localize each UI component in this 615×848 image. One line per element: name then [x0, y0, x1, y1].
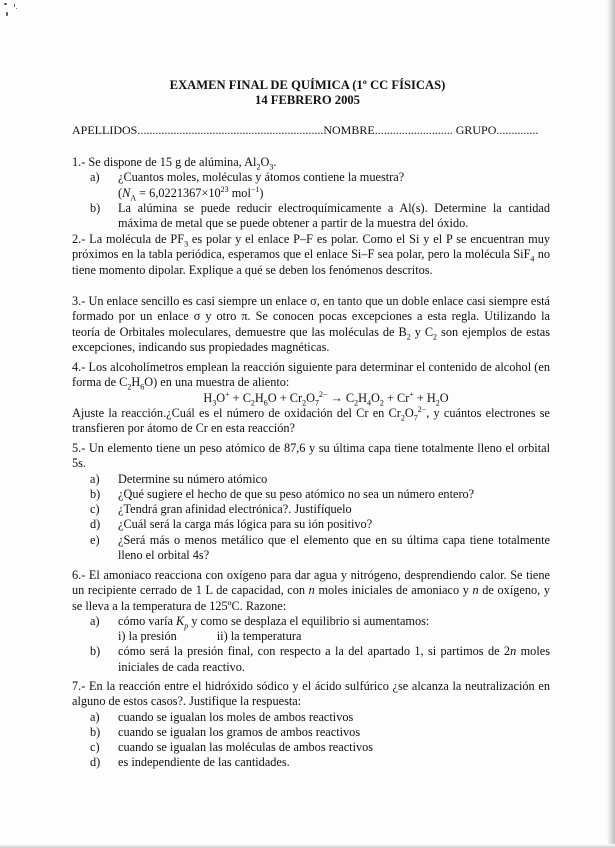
q6-item-b: b) cómo será la presión final, con respecto a la del apartado 1, si partimos de 2n moles iniciales de cada reactivo.	[90, 644, 550, 674]
q4-intro: 4.- Los alcoholímetros emplean la reacción siguiente para determinar el contenido de alcohol (en forma de $C_2H_6O$) en una muestra de aliento:	[72, 360, 550, 392]
q1-item-a: a) ¿Cuantos moles, moléculas y átomos contiene la muestra?	[90, 170, 405, 185]
q5-item-a: a) Determine su número atómico	[90, 471, 268, 486]
nombre-label: NOMBRE	[323, 123, 375, 137]
scan-speck	[16, 8, 17, 9]
nombre-field[interactable]: ..........................	[374, 123, 453, 137]
exam-date: 14 FEBRERO 2005	[255, 93, 360, 107]
student-fields	[72, 123, 550, 138]
scan-speck	[4, 3, 7, 5]
exam-title: EXAMEN FINAL DE QUÍMICA (1º CC FÍSICAS)	[169, 78, 446, 92]
scan-shadow-right	[607, 0, 615, 848]
question-1	[72, 155, 550, 231]
scan-speck	[6, 12, 8, 16]
scan-shadow-bottom	[0, 844, 615, 848]
q6-item-a: a) cómo varía $K_p$ y como se desplaza el equilibrio si aumentamos:	[90, 613, 430, 631]
q7-item-a: a) cuando se igualan los moles de ambos reactivos	[90, 709, 354, 724]
question-7	[72, 679, 550, 771]
grupo-label: GRUPO	[455, 123, 497, 137]
q4-equation: $H_3O^+ + C_2H_6O + Cr_2O_7^{2-} \to C_2H_4O_2 + Cr^+ + H_2O$	[203, 389, 449, 408]
q5-item-d: d) ¿Cuál será la carga más lógica para su ión positivo?	[90, 517, 373, 532]
q7-item-d: d) es independiente de las cantidades.	[90, 755, 290, 770]
q4-question: Ajuste la reacción.¿Cuál es el número de oxidación del Cr en $Cr_2O_7^{2-}$, y cuántos electrones se transfieren por átomo de Cr en esta reacción?	[72, 404, 550, 436]
q5-item-e: e) ¿Será más o menos metálico que el elemento que en su última capa tiene totalmente lleno el orbital 4s?	[90, 532, 550, 563]
q7-intro: 7.- En la reacción entre el hidróxido sódico y el ácido sulfúrico ¿se alcanza la neutralización en alguno de estos casos?. Justifique la respuesta:	[72, 679, 550, 709]
question-6	[72, 568, 550, 675]
q1-item-b: b) La alúmina se puede reducir electroquímicamente a Al(s). Determine la cantidad máxima de metal que se puede obtener a partir de la muestra del óxido.	[90, 200, 550, 231]
q5-item-c: c) ¿Tendrá gran afinidad electrónica?. Justifíquelo	[90, 502, 352, 517]
question-3: 3.- Un enlace sencillo es casi siempre un enlace σ, en tanto que un doble enlace casi siempre está formado por un enlace σ y otro π. Se conocen pocas excepciones a esta regla. Utilizando la teoría de Orbitales moleculares, demuestre que las moléculas de $B_2$ y $C_2$ son ejemplos de estas excepciones, indicando sus propiedades magnéticas.	[72, 294, 551, 354]
q7-item-c: c) cuando se igualan las moléculas de ambos reactivos	[90, 740, 374, 755]
scan-speck	[14, 4, 15, 7]
q5-intro: 5.- Un elemento tiene un peso atómico de 87,6 y su última capa tiene totalmente lleno el orbital 5s.	[72, 441, 550, 471]
q6-item-a-options: i) la presión ii) la temperatura	[118, 629, 302, 644]
q6-intro: 6.- El amoniaco reacciona con oxígeno para dar agua y nitrógeno, desprendiendo calor. Se tiene un recipiente cerrado de 1 L de capacidad, con n moles iniciales de amoniaco y n de oxígeno, y se lleva a la temperatura de 125ºC. Razone:	[72, 568, 550, 613]
question-4	[72, 360, 550, 436]
question-2: 2.- La molécula de $PF_3$ es polar y el enlace P–F es polar. Como el Si y el P se encuentran muy próximos en la tabla periódica, esperamos que el enlace Si–F sea polar, pero la molécula SiF$_4$ no tiene momento dipolar. Explique a qué se deben los fenómenos descritos.	[72, 232, 550, 277]
q5-item-b: b) ¿Qué sugiere el hecho de que su peso atómico no sea un número entero?	[90, 486, 475, 501]
apellidos-label: APELLIDOS	[72, 123, 138, 137]
q1-intro: 1.- Se dispone de 15 g de alúmina, $Al_2O_3$.	[72, 155, 277, 172]
grupo-field[interactable]: ..............	[496, 123, 539, 137]
q7-item-b: b) cuando se igualan los gramos de ambos reactivos	[90, 724, 361, 739]
q1-avogadro: ($N_A = 6,0221367\times 10^{23}$ mol$^{-1}$)	[118, 184, 264, 203]
apellidos-field[interactable]: ..............................................................	[137, 123, 324, 137]
question-5	[72, 441, 550, 563]
